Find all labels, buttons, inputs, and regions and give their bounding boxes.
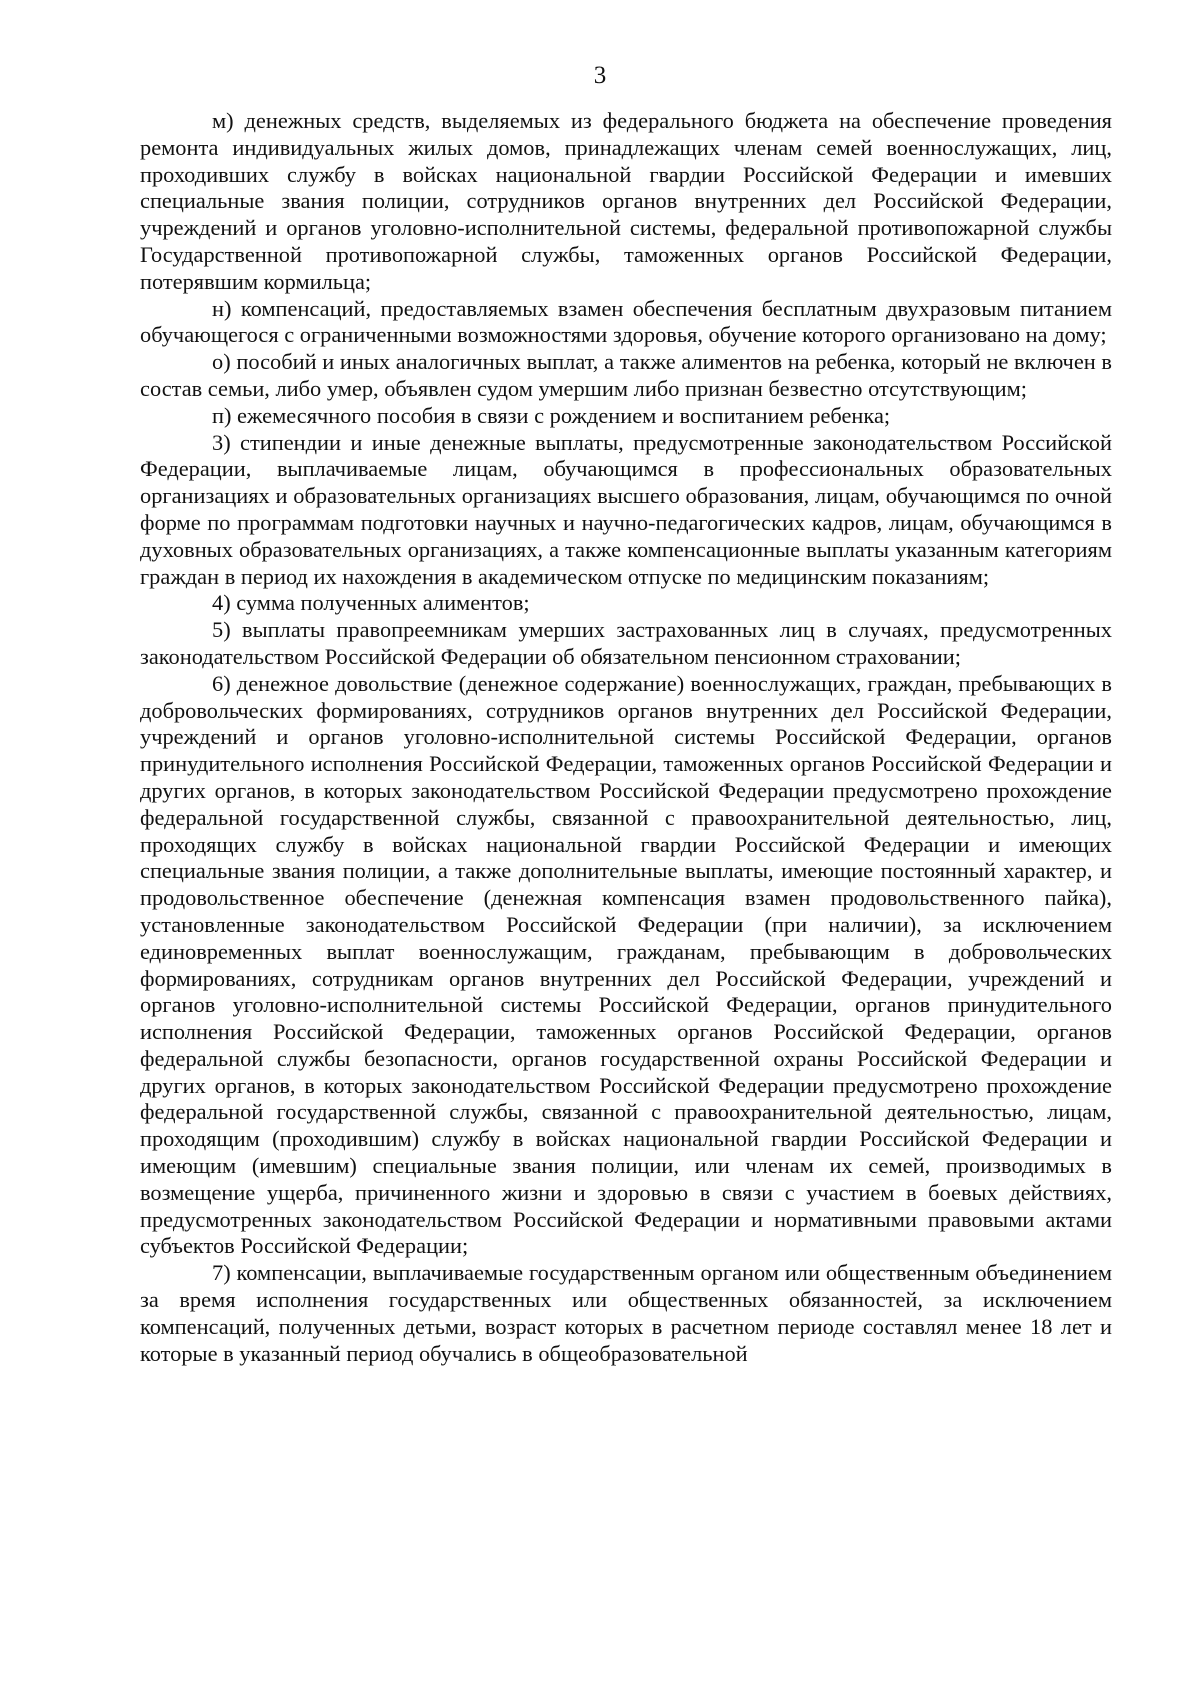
document-body bbox=[140, 108, 1112, 1367]
paragraph-6: 6) денежное довольствие (денежное содержание) военнослужащих, граждан, пребывающих в добровольческих формированиях, сотрудников органов внутренних дел Российской Федерации, учреждений и органов уголовно-исполнительной системы Российской Федерации, органов принудительного исполнения Российской Федерации, таможенных органов Российской Федерации и других органов, в которых законодательством Российской Федерации предусмотрено прохождение федеральной государственной службы, связанной с правоохранительной деятельностью, лиц, проходящих службу в войсках национальной гвардии Российской Федерации и имеющих специальные звания полиции, а также дополнительные выплаты, имеющие постоянный характер, и продовольственное обеспечение (денежная компенсация взамен продовольственного пайка), установленные законодательством Российской Федерации (при наличии), за исключением единовременных выплат военнослужащим, гражданам, пребывающим в добровольческих формированиях, сотрудникам органов внутренних дел Российской Федерации, учреждений и органов уголовно-исполнительной системы Российской Федерации, органов принудительного исполнения Российской Федерации, таможенных органов Российской Федерации, органов федеральной службы безопасности, органов государственной охраны Российской Федерации и других органов, в которых законодательством Российской Федерации предусмотрено прохождение федеральной государственной службы, связанной с правоохранительной деятельностью, лицам, проходящим (проходившим) службу в войсках национальной гвардии Российской Федерации и имеющим (имевшим) специальные звания полиции, или членам их семей, производимых в возмещение ущерба, причиненного жизни и здоровью в связи с участием в боевых действиях, предусмотренных законодательством Российской Федерации и нормативными правовыми актами субъектов Российской Федерации; bbox=[140, 670, 1112, 1259]
paragraph-p: п) ежемесячного пособия в связи с рождением и воспитанием ребенка; bbox=[212, 402, 891, 428]
paragraph-m: м) денежных средств, выделяемых из федерального бюджета на обеспечение проведения ремонта индивидуальных жилых домов, принадлежащих членам семей военнослужащих, лиц, проходивших службу в войсках национальной гвардии Российской Федерации и имевших специальные звания полиции, сотрудников органов внутренних дел Российской Федерации, учреждений и органов уголовно-исполнительной системы, федеральной противопожарной службы Государственной противопожарной службы, таможенных органов Российской Федерации, потерявшим кормильца; bbox=[140, 108, 1112, 294]
paragraph-7: 7) компенсации, выплачиваемые государственным органом или общественным объединением за время исполнения государственных или общественных обязанностей, за исключением компенсаций, полученных детьми, возраст которых в расчетном периоде составлял менее 18 лет и которые в указанный период обучались в общеобразовательной bbox=[140, 1260, 1112, 1366]
page-number: 3 bbox=[593, 62, 607, 89]
paragraph-5: 5) выплаты правопреемникам умерших застрахованных лиц в случаях, предусмотренных законодательством Российской Федерации об обязательном пенсионном страховании; bbox=[140, 617, 1112, 669]
paragraph-4: 4) сумма полученных алиментов; bbox=[212, 590, 530, 616]
paragraph-3: 3) стипендии и иные денежные выплаты, предусмотренные законодательством Российской Федерации, выплачиваемые лицам, обучающимся в профессиональных образовательных организациях и образовательных организациях высшего образования, лицам, обучающимся по очной форме по программам подготовки научных и научно-педагогических кадров, лицам, обучающимся в духовных образовательных организациях, а также компенсационные выплаты указанным категориям граждан в период их нахождения в академическом отпуске по медицинским показаниям; bbox=[140, 429, 1112, 589]
paragraph-n: н) компенсаций, предоставляемых взамен обеспечения бесплатным двухразовым питанием обучающегося с ограниченными возможностями здоровья, обучение которого организовано на дому; bbox=[140, 295, 1112, 348]
paragraph-o: о) пособий и иных аналогичных выплат, а также алиментов на ребенка, который не включен в состав семьи, либо умер, объявлен судом умершим либо признан безвестно отсутствующим; bbox=[140, 349, 1112, 401]
